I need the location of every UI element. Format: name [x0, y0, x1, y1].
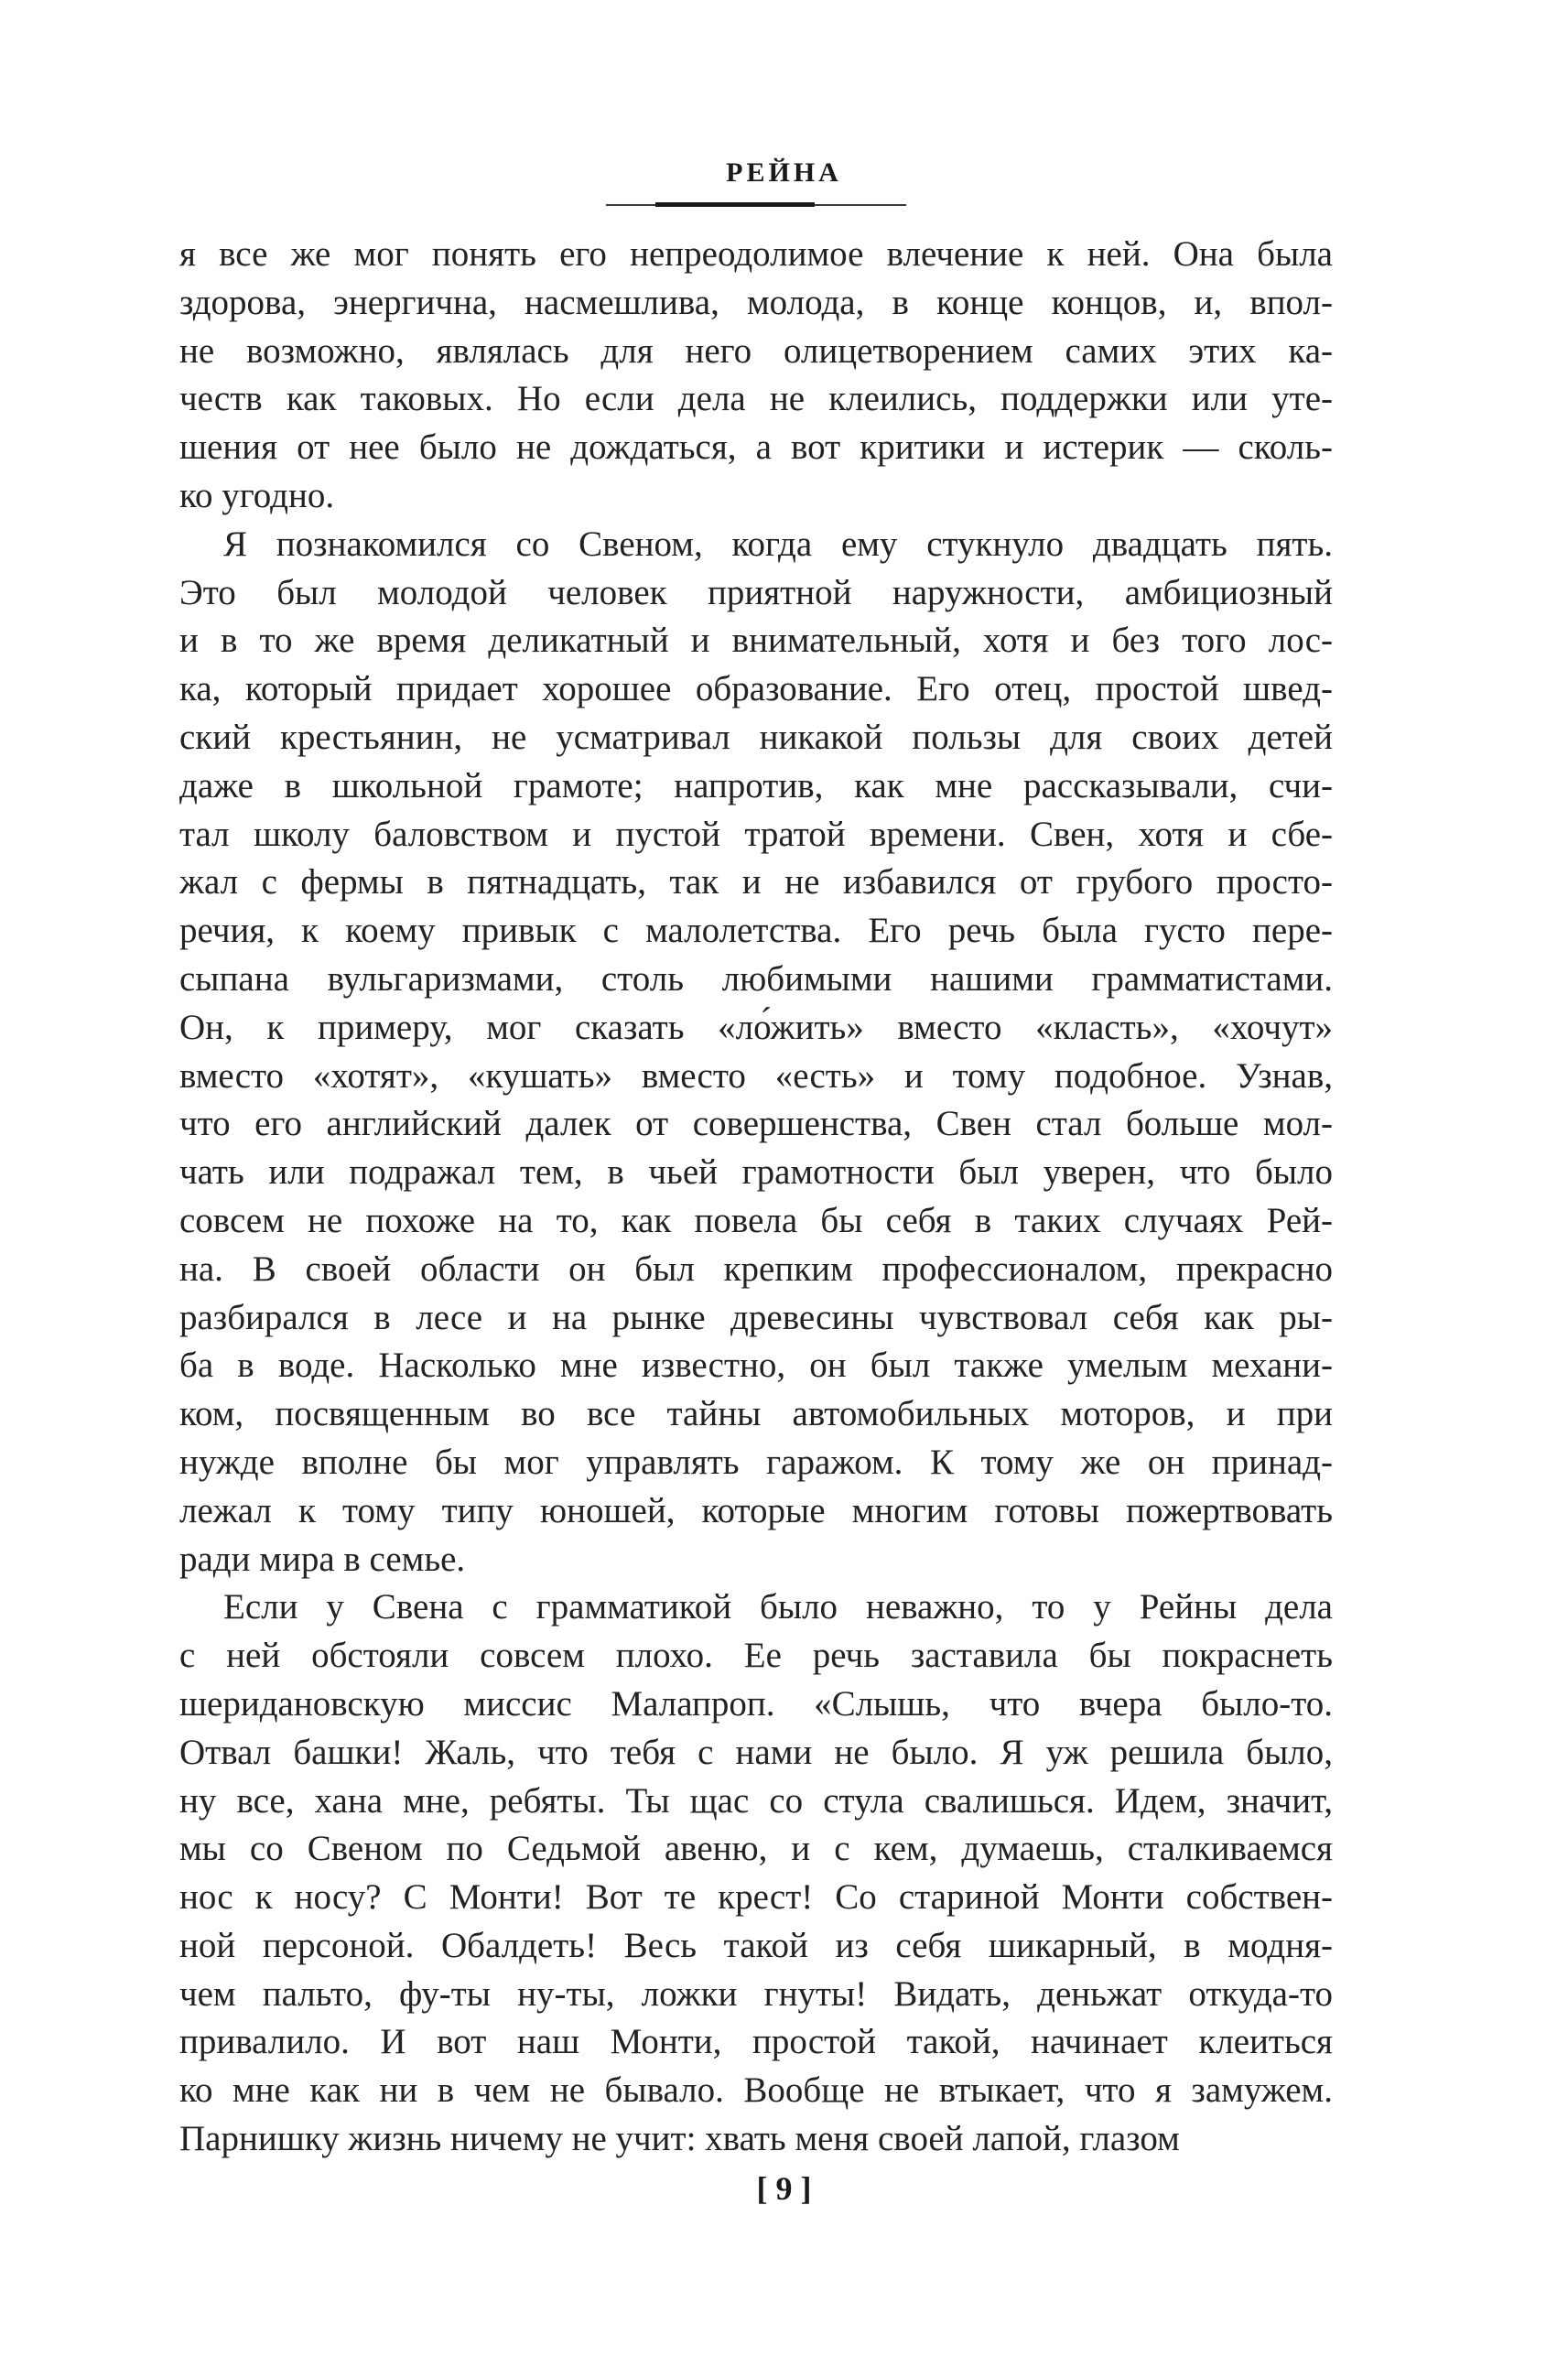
text-line: тал школу баловством и пустой тратой времени. Свен, хотя и сбе-	[179, 814, 1333, 854]
text-line: ба в воде. Насколько мне известно, он был также умелым механи-	[179, 1346, 1333, 1386]
text-line: нос к носу? С Монти! Вот те крест! Со стариной Монти собствен-	[179, 1877, 1333, 1918]
text-line: сыпана вульгаризмами, столь любимыми нашими грамматистами.	[179, 958, 1333, 999]
text-line: шения от нее было не дождаться, а вот критики и истерик — сколь-	[179, 427, 1333, 468]
text-line: вместо «хотят», «кушать» вместо «есть» и тому подобное. Узнав,	[179, 1055, 1333, 1096]
text-line: Парнишку жизнь ничему не учит: хвать меня своей лапой, глазом	[179, 2119, 1180, 2159]
text-line: чать или подражал тем, в чьей грамотности был уверен, что было	[179, 1152, 1333, 1193]
header-rule-accent	[655, 202, 815, 207]
text-line: нужде вполне бы мог управлять гаражом. К тому же он принад-	[179, 1442, 1333, 1482]
text-line: речия, к коему привык с малолетства. Его речь была густо пере-	[179, 911, 1333, 951]
text-line: не возможно, являлась для него олицетворением самих этих ка-	[179, 330, 1333, 371]
text-line: ком, посвященным во все тайны автомобильных моторов, и при	[179, 1394, 1333, 1434]
text-line: ной персоной. Обалдеть! Весь такой из себя шикарный, в модня-	[179, 1925, 1333, 1965]
text-line: ка, который придает хорошее образование. Его отец, простой швед-	[179, 669, 1333, 709]
text-line: с ней обстояли совсем плохо. Ее речь заставила бы покраснеть	[179, 1636, 1333, 1676]
text-line: чем пальто, фу-ты ну-ты, ложки гнуты! Видать, деньжат откуда-то	[179, 1973, 1333, 2014]
text-line: ский крестьянин, не усматривал никакой пользы для своих детей	[179, 717, 1333, 757]
text-line: на. В своей области он был крепким профессионалом, прекрасно	[179, 1248, 1333, 1289]
text-line: шеридановскую миссис Малапроп. «Слышь, что вчера было-то.	[179, 1683, 1333, 1724]
text-line: Если у Свена с грамматикой было неважно, то у Рейны дела	[223, 1587, 1333, 1627]
text-line: жал с фермы в пятнадцать, так и не избавился от грубого просто-	[179, 862, 1333, 903]
text-line: честв как таковых. Но если дела не клеились, поддержки или уте-	[179, 379, 1333, 419]
body-text	[179, 231, 1333, 2164]
text-line: ради мира в семье.	[179, 1539, 466, 1579]
text-line: лежал к тому типу юношей, которые многим готовы пожертвовать	[179, 1490, 1333, 1530]
text-line: здорова, энергична, насмешлива, молода, в конце концов, и, впол-	[179, 282, 1333, 322]
text-line: ко мне как ни в чем не бывало. Вообще не втыкает, что я замужем.	[179, 2070, 1333, 2111]
text-line: Я познакомился со Свеном, когда ему стукнуло двадцать пять.	[223, 524, 1333, 564]
text-line: разбирался в лесе и на рынке древесины чувствовал себя как ры-	[179, 1297, 1333, 1337]
text-line: Отвал башки! Жаль, что тебя с нами не было. Я уж решила было,	[179, 1732, 1333, 1772]
running-head: РЕЙНА	[726, 157, 842, 188]
text-line: и в то же время деликатный и внимательный, хотя и без того лос-	[179, 621, 1333, 661]
text-line: мы со Свеном по Седьмой авеню, и с кем, думаешь, сталкиваемся	[179, 1829, 1333, 1869]
text-line: даже в школьной грамоте; напротив, как мне рассказывали, счи-	[179, 765, 1333, 805]
text-line: Это был молодой человек приятной наружности, амбициозный	[179, 572, 1333, 612]
text-line: что его английский далек от совершенства, Свен стал больше мол-	[179, 1104, 1333, 1144]
page-number: [ 9 ]	[756, 2170, 812, 2207]
text-line: ко угодно.	[179, 475, 335, 515]
text-line: Он, к примеру, мог сказать «ло́жить» вместо «класть», «хочут»	[179, 1007, 1333, 1047]
text-line: я все же мог понять его непреодолимое влечение к ней. Она была	[179, 234, 1333, 274]
text-line: ну все, хана мне, ребяты. Ты щас со стула свалишься. Идем, значит,	[179, 1780, 1333, 1821]
text-line: совсем не похоже на то, как повела бы себя в таких случаях Рей-	[179, 1200, 1333, 1240]
text-line: привалило. И вот наш Монти, простой такой, начинает клеиться	[179, 2022, 1333, 2062]
